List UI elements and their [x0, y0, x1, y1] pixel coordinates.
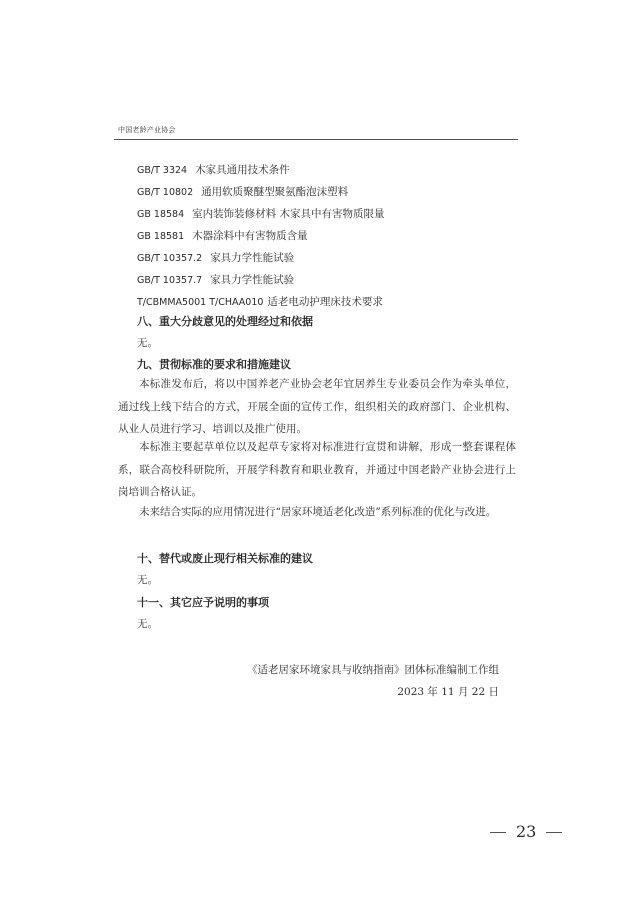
- standard-name: 家具力学性能试验: [210, 274, 295, 286]
- section-8-body: 无。: [137, 337, 158, 349]
- standard-code: T/CBMMA5001 T/CHAA010: [137, 297, 264, 308]
- standard-row: [137, 272, 294, 287]
- standard-name: 通用软质聚醚型聚氨酯泡沫塑料: [201, 186, 349, 198]
- section-11-title: 十一、其它应予说明的事项: [137, 596, 269, 609]
- section-10-title: 十、替代或废止现行相关标准的建议: [137, 552, 313, 565]
- standard-name: 室内装饰装修材料 木家具中有害物质限量: [192, 208, 385, 220]
- standard-name: 木器涂料中有害物质含量: [192, 230, 308, 242]
- standard-row: [137, 250, 294, 265]
- standard-row: [137, 184, 348, 199]
- page-number: 23: [516, 822, 537, 841]
- signature-group: 《适老居家环境家具与收纳指南》团体标准编制工作组: [247, 664, 499, 676]
- page-footer: [480, 822, 572, 841]
- standard-row: [137, 162, 290, 177]
- standard-code: GB/T 3324: [137, 165, 188, 176]
- section-10-body: 无。: [137, 574, 158, 586]
- standard-name: 适老电动护理床技术要求: [267, 296, 383, 308]
- standard-code: GB/T 10802: [137, 187, 194, 198]
- header-org: 中国老龄产业协会: [118, 126, 176, 134]
- signature-date: 2023 年 11 月 22 日: [397, 686, 499, 698]
- standard-row: [137, 206, 384, 221]
- section-9-paragraph-2: 本标准主要起草单位以及起草专家将对标准进行宣贯和讲解，形成一整套课程体系，联合高校科研院所，开展学科教育和职业教育，并通过中国老龄产业协会进行上岗培训合格认证。: [118, 441, 516, 498]
- section-9-paragraph-3: 未来结合实际的应用情况进行“居家环境适老化改造”系列标准的优化与改进。: [139, 506, 497, 518]
- standard-code: GB 18581: [137, 231, 185, 242]
- standard-row: [137, 228, 308, 243]
- standard-name: 木家具通用技术条件: [195, 164, 290, 176]
- footer-dash-left: [490, 832, 506, 833]
- standard-code: GB/T 10357.7: [137, 275, 203, 286]
- section-9-paragraph-1: 本标准发布后，将以中国养老产业协会老年宜居养生专业委员会作为牵头单位，通过线上线下结合的方式，开展全面的宣传工作，组织相关的政府部门、企业机构、从业人员进行学习、培训以及推广使用。: [118, 378, 516, 435]
- footer-dash-right: [546, 832, 562, 833]
- section-11-body: 无。: [137, 618, 158, 630]
- standard-code: GB/T 10357.2: [137, 253, 203, 264]
- standard-row: [137, 294, 383, 309]
- standard-code: GB 18584: [137, 209, 185, 220]
- section-9-title: 九、贯彻标准的要求和措施建议: [137, 358, 291, 371]
- standard-name: 家具力学性能试验: [210, 252, 295, 264]
- header-rule: [114, 139, 518, 140]
- section-8-title: 八、重大分歧意见的处理经过和依据: [137, 315, 313, 328]
